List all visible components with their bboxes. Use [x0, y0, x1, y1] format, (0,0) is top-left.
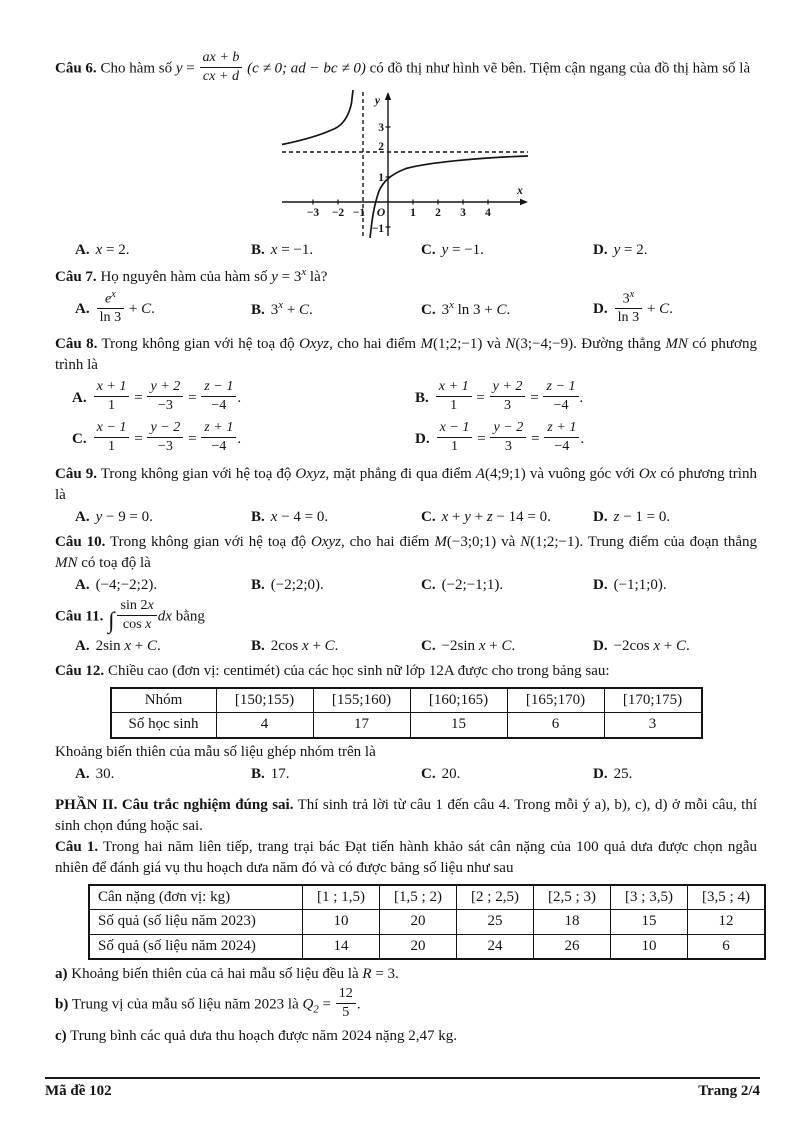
table-cell: Nhóm — [111, 688, 217, 713]
question-10-option-c: C. (−2;−1;1). — [421, 576, 504, 593]
question-7-option-d: D. $\frac{3^x}{\ln 3}$ + C. — [593, 288, 673, 326]
table-cell: [165;170) — [507, 688, 604, 713]
question-12-after-table: Khoảng biến thiên của mẫu số liệu ghép nhóm trên là — [55, 743, 376, 760]
function-graph — [280, 90, 532, 238]
question-9-option-a: A. y − 9 = 0. — [75, 508, 153, 525]
fraction: $\frac{y + 2}{3}$ — [489, 379, 527, 414]
fraction: $\frac{z - 1}{-4}$ — [542, 379, 579, 414]
curve-right-branch — [370, 156, 528, 238]
fraction: $\frac{z + 1}{-4}$ — [200, 420, 237, 455]
question-11-option-c: C. −2sin x + C. — [421, 637, 516, 654]
table-cell: 26 — [534, 934, 611, 959]
question-11-options — [55, 638, 757, 655]
fraction: $\frac{x + 1}{1}$ — [435, 379, 473, 414]
table-cell: [150;155) — [216, 688, 313, 713]
question-6 — [55, 49, 757, 259]
part2-q1-statement-b: b) Trung vị của mẫu số liệu năm 2023 là $Q_2$ = $\frac{12}{5}$ . — [55, 985, 361, 1020]
question-6-text: Câu 6. Cho hàm số y = $\frac{ax + b}{cx + d}$ (c ≠ 0; ad − bc ≠ 0) có đồ thị như hình vẽ bên. Tiệm cận ngang của đồ thị hàm số là — [55, 49, 751, 84]
table-cell: Số quả (số liệu năm 2024) — [89, 934, 303, 959]
question-7 — [55, 265, 757, 328]
y-axis-label: y — [374, 94, 380, 107]
question-12-option-c: C. 20. — [421, 765, 461, 782]
table-cell: 17 — [313, 713, 410, 738]
x-tick: 4 — [485, 206, 491, 219]
fraction: $\frac{x + 1}{1}$ — [93, 379, 131, 414]
integral-sign: ∫ — [108, 607, 115, 634]
part2-question-1-text: Câu 1. Trong hai năm liên tiếp, trang trại bác Đạt tiến hành khảo sát cân nặng của 100 quả dưa được chọn ngẫu nhiên để đánh giá vụ thu hoạch dưa năm đó và có được bảng số liệu như sau — [55, 838, 757, 876]
table-cell: 24 — [457, 934, 534, 959]
question-8 — [55, 334, 757, 457]
question-7-option-a: A. $\frac{e^x}{\ln 3}$ + C. — [75, 288, 155, 326]
table-row — [111, 688, 702, 713]
question-10 — [55, 532, 757, 594]
question-12-option-d: D. 25. — [593, 765, 633, 782]
table-row — [89, 910, 765, 935]
fraction: $\frac{y + 2}{-3}$ — [146, 379, 184, 414]
question-7-text: Câu 7. Họ nguyên hàm của hàm số $y = 3^x$ là? — [55, 265, 328, 285]
page-footer — [45, 1077, 760, 1100]
table-cell: 4 — [216, 713, 313, 738]
fraction: $\frac{3^x}{\ln 3}$ — [614, 289, 644, 326]
table-row — [89, 885, 765, 910]
x-tick: −2 — [331, 206, 345, 219]
y-tick: 1 — [378, 171, 384, 184]
question-12-option-b: B. 17. — [251, 765, 290, 782]
part2-question-1-table — [88, 884, 766, 961]
fraction: $\frac{\sin 2x}{\text{cos x}}$ — [116, 598, 157, 633]
fraction: $\frac{x - 1}{1}$ — [93, 420, 131, 455]
x-tick: 2 — [435, 206, 441, 219]
table-cell: Cân nặng (đơn vị: kg) — [89, 885, 303, 910]
curve-left-branch — [282, 90, 353, 145]
table-cell: [2 ; 2,5) — [457, 885, 534, 910]
question-11-option-b: B. 2cos x + C. — [251, 637, 339, 654]
question-10-option-d: D. (−1;1;0). — [593, 576, 667, 593]
question-8-option-d: D. $\frac{x - 1}{1}$ = $\frac{y - 2}{3}$ = $\frac{z + 1}{-4}$ . — [415, 419, 585, 455]
table-cell: [2,5 ; 3) — [534, 885, 611, 910]
x-tick: 1 — [410, 206, 416, 219]
question-8-options — [55, 377, 757, 457]
question-9-option-c: C. x + y + z − 14 = 0. — [421, 508, 551, 525]
question-11-option-d: D. −2cos x + C. — [593, 637, 690, 654]
question-6-options — [55, 242, 757, 259]
question-12 — [55, 661, 757, 783]
part2-q1-statement-c: c) Trung bình các quả dưa thu hoạch được năm 2024 nặng 2,47 kg. — [55, 1027, 458, 1044]
question-8-option-c: C. $\frac{x - 1}{1}$ = $\frac{y - 2}{-3}$ = $\frac{z + 1}{-4}$ . — [72, 419, 242, 455]
table-cell: [155;160) — [313, 688, 410, 713]
x-tick: 3 — [460, 206, 466, 219]
question-8-option-b: B. $\frac{x + 1}{1}$ = $\frac{y + 2}{3}$ = $\frac{z - 1}{-4}$ . — [415, 377, 584, 413]
table-cell: [3 ; 3,5) — [611, 885, 688, 910]
fraction: $\frac{ax + b}{cx + d}$ — [199, 50, 244, 85]
table-cell: [160;165) — [410, 688, 507, 713]
fraction: $\frac{y - 2}{-3}$ — [146, 420, 184, 455]
y-tick: 3 — [378, 121, 384, 134]
question-9 — [55, 464, 757, 526]
origin-label: O — [376, 206, 386, 219]
x-tick: −1 — [352, 206, 366, 219]
part-2-heading: PHẦN II. Câu trắc nghiệm đúng sai. Thí sinh trả lời từ câu 1 đến câu 4. Trong mỗi ý a), b), c), d) ở mỗi câu, thí sinh chọn đúng hoặc sai. — [55, 796, 757, 834]
question-6-graph — [55, 90, 757, 238]
question-7-options — [55, 288, 757, 328]
table-cell: [3,5 ; 4) — [688, 885, 766, 910]
table-cell: 15 — [410, 713, 507, 738]
question-11 — [55, 596, 757, 655]
page-number: Trang 2/4 — [698, 1083, 760, 1099]
fraction: $\frac{e^x}{\ln 3}$ — [96, 289, 126, 326]
question-6-option-d: D. y = 2. — [593, 241, 648, 258]
fraction: $\frac{z - 1}{-4}$ — [200, 379, 237, 414]
table-cell: [1 ; 1,5) — [303, 885, 380, 910]
table-cell: 10 — [611, 934, 688, 959]
question-6-option-a: A. x = 2. — [75, 241, 130, 258]
table-cell: 10 — [303, 910, 380, 935]
table-cell: 20 — [380, 934, 457, 959]
question-7-option-c: C. 3$^x$ ln 3 + C. — [421, 299, 511, 319]
table-cell: 20 — [380, 910, 457, 935]
question-11-option-a: A. 2sin x + C. — [75, 637, 161, 654]
table-row — [111, 713, 702, 738]
table-cell: 14 — [303, 934, 380, 959]
fraction: $\frac{z + 1}{-4}$ — [543, 420, 580, 455]
table-cell: 12 — [688, 910, 766, 935]
table-row — [89, 934, 765, 959]
y-tick-negative: −1 — [371, 222, 384, 235]
question-7-option-b: B. $3^x + C$. — [251, 299, 313, 319]
table-cell: [170;175) — [604, 688, 702, 713]
x-axis-arrow — [520, 198, 528, 204]
table-cell: 18 — [534, 910, 611, 935]
fraction: $\frac{x - 1}{1}$ — [436, 420, 474, 455]
question-9-text: Câu 9. Trong không gian với hệ toạ độ Oxyz, mặt phẳng đi qua điểm A(4;9;1) và vuông góc với Ox có phương trình là — [55, 465, 757, 503]
question-10-text: Câu 10. Trong không gian với hệ toạ độ Oxyz, cho hai điểm M(−3;0;1) và N(1;2;−1). Trung điểm của đoạn thẳng MN có toạ độ là — [55, 533, 757, 571]
part-2 — [55, 795, 757, 1047]
fraction: $\frac{12}{5}$ — [335, 986, 357, 1021]
question-10-option-b: B. (−2;2;0). — [251, 576, 324, 593]
question-8-option-a: A. $\frac{x + 1}{1}$ = $\frac{y + 2}{-3}$ = $\frac{z - 1}{-4}$ . — [72, 377, 242, 413]
table-cell: 6 — [688, 934, 766, 959]
question-9-option-d: D. z − 1 = 0. — [593, 508, 671, 525]
question-12-text: Câu 12. Chiều cao (đơn vị: centimét) của các học sinh nữ lớp 12A được cho trong bảng sau: — [55, 662, 610, 679]
exam-code: Mã đề 102 — [45, 1083, 112, 1099]
table-cell: Số học sinh — [111, 713, 217, 738]
question-8-text: Câu 8. Trong không gian với hệ toạ độ Oxyz, cho hai điểm M(1;2;−1) và N(3;−4;−9). Đường thẳng MN có phương trình là — [55, 335, 757, 373]
question-9-options — [55, 509, 757, 526]
question-6-option-c: C. y = −1. — [421, 241, 484, 258]
table-cell: Số quả (số liệu năm 2023) — [89, 910, 303, 935]
question-6-option-b: B. x = −1. — [251, 241, 314, 258]
y-tick: 2 — [378, 140, 384, 153]
x-tick: −3 — [306, 206, 320, 219]
table-cell: 6 — [507, 713, 604, 738]
y-axis-arrow — [385, 92, 391, 100]
fraction: $\frac{y - 2}{3}$ — [489, 420, 527, 455]
question-12-option-a: A. 30. — [75, 765, 115, 782]
question-10-option-a: A. (−4;−2;2). — [75, 576, 158, 593]
question-11-text: Câu 11. ∫ $\frac{\sin 2x}{\text{cos x}}$ dx bằng — [55, 596, 205, 634]
table-cell: 25 — [457, 910, 534, 935]
table-cell: 3 — [604, 713, 702, 738]
question-12-options — [55, 766, 757, 783]
question-9-option-b: B. x − 4 = 0. — [251, 508, 329, 525]
table-cell: 15 — [611, 910, 688, 935]
part2-q1-statement-a: a) Khoảng biến thiên của cả hai mẫu số liệu đều là R = 3. — [55, 966, 399, 982]
x-axis-label: x — [517, 184, 523, 197]
table-cell: [1,5 ; 2) — [380, 885, 457, 910]
question-10-options — [55, 577, 757, 594]
question-12-table — [110, 687, 703, 739]
